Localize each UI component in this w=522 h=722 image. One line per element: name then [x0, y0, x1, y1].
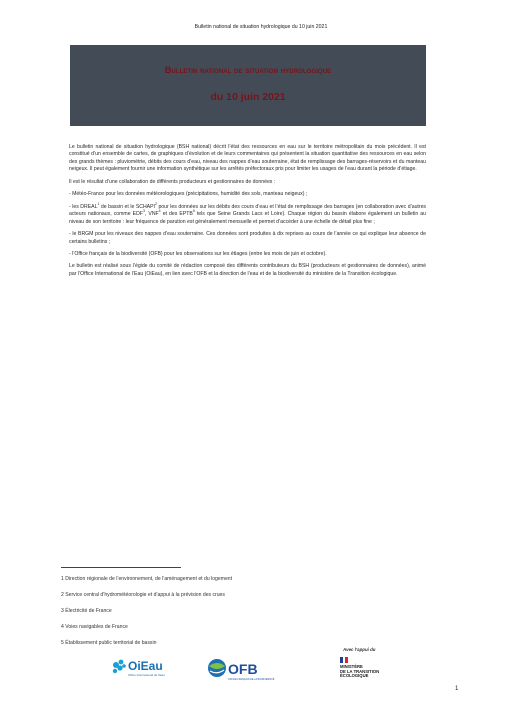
page-number: 1: [455, 686, 459, 692]
bullet-dreal-schapi: [69, 201, 426, 226]
french-flag-icon: [340, 657, 348, 663]
bullet-ofb: - l’Office français de la biodiversité (OFB) pour les observations sur les étiages (entre les mois de juin et octobre).: [69, 250, 327, 257]
appui-label: Avec l’appui du: [343, 647, 376, 652]
ministere-logo: [340, 657, 392, 697]
title-line-1: Bulletin national de situation hydrologique: [164, 65, 332, 75]
footnote-5: 5 Établissement public territorial de bassin: [61, 640, 157, 646]
ofb-logo: [207, 652, 275, 694]
footnote-1: 1 Direction régionale de l’environnement, de l’aménagement et du logement: [61, 576, 233, 582]
ministere-name: [340, 665, 379, 679]
ministere-line-3: ÉCOLOGIQUE: [340, 673, 369, 679]
ofb-wordmark: OFB: [228, 661, 258, 677]
bullet-dreal-text-3: pour les données sur les débits des cours d’eau et l’état de remplissage des barrages (en collaboration avec d’autres acteurs nationaux, comme EDF: [69, 203, 426, 218]
bullet-brgm: - le BRGM pour les niveaux des nappes d’eau souterraine. Ces données sont produites à dix reprises au cours de l’année ce qui explique leur absence de certains bulletins ;: [69, 231, 426, 245]
running-header: Bulletin national de situation hydrologique du 10 juin 2021: [194, 24, 328, 30]
ofb-globe-icon: [208, 659, 226, 677]
oieau-tagline: Office International de l’Eau: [128, 673, 165, 677]
footnote-ref-4[interactable]: 4: [158, 209, 161, 214]
editorial-paragraph: Le bulletin est réalisé sous l’égide du comité de rédaction composé des différents contributeurs du BSH (producteurs et gestionnaires de données), animé par l’Office International de l’Eau (OiEau), en lien avec l’OFB et la direction de l’eau et de la biodiversité du ministère de la Transition écologique.: [69, 263, 426, 277]
ofb-tagline: OFFICE FRANÇAIS DE LA BIODIVERSITÉ: [228, 678, 275, 681]
bullet-dreal-text-1: - les DREAL: [69, 203, 98, 210]
oieau-drops-icon: [113, 660, 126, 674]
footnotes: [61, 576, 361, 656]
bullet-dreal-text-5: et des EPTB: [160, 211, 193, 218]
footnote-ref-3[interactable]: 3: [142, 209, 145, 214]
footnote-ref-5[interactable]: 5: [192, 209, 195, 214]
footnote-ref-1[interactable]: 1: [97, 201, 100, 206]
footnote-ref-2[interactable]: 2: [154, 201, 157, 206]
title-banner: [70, 45, 426, 126]
collaboration-paragraph: Il est le résultat d’une collaboration de différents producteurs et gestionnaires de données :: [69, 178, 276, 185]
ministere-line-1: MINISTÈRE: [340, 664, 363, 669]
oieau-wordmark: OiEau: [128, 659, 163, 673]
bullet-dreal-text-2: de bassin et le SCHAPI: [99, 203, 155, 210]
body-text: [69, 144, 426, 283]
bullet-meteo-france: - Météo-France pour les données météorologiques (précipitations, humidité des sols, manteau neigeux) ;: [69, 191, 308, 198]
ministere-line-2: DE LA TRANSITION: [340, 668, 380, 674]
oieau-logo: [110, 655, 168, 685]
footnote-divider: [61, 567, 181, 568]
bullet-dreal-text-6: tels que Seine Grands Lacs et Loire). Chaque région du bassin élabore également un bulletin au niveau de son territoire : leur fréquence de parution est généralement mensuelle et permet d’accéder à une échelle de détail plus fine ;: [69, 211, 426, 225]
intro-paragraph: Le bulletin national de situation hydrologique (BSH national) décrit l’état des ressources en eau sur le territoire métropolitain du mois précédent. Il est constitué d’un ensemble de cartes, de graphiques d’évolution et de leurs commentaires qui présentent la situation quantitative des ressources en eau selon des grands thèmes : pluviométrie, débits des cours d’eau, niveau des nappes d’eau souterraine, état de remplissage des barrages-réservoirs et du manteau neigeux. Il peut également fournir une information synthétique sur les arrêtés préfectoraux pris pour limiter les usages de l’eau durant la période d’étiage.: [69, 144, 426, 173]
footnote-2: 2 Service central d’hydrométéorologie et d’appui à la prévision des crues: [61, 592, 225, 598]
bullet-dreal-text-4: , VNF: [144, 211, 159, 218]
footnote-3: 3 Électricité de France: [61, 608, 112, 614]
title-line-2: du 10 juin 2021: [210, 91, 286, 103]
footnote-4: 4 Voies navigables de France: [61, 624, 128, 630]
